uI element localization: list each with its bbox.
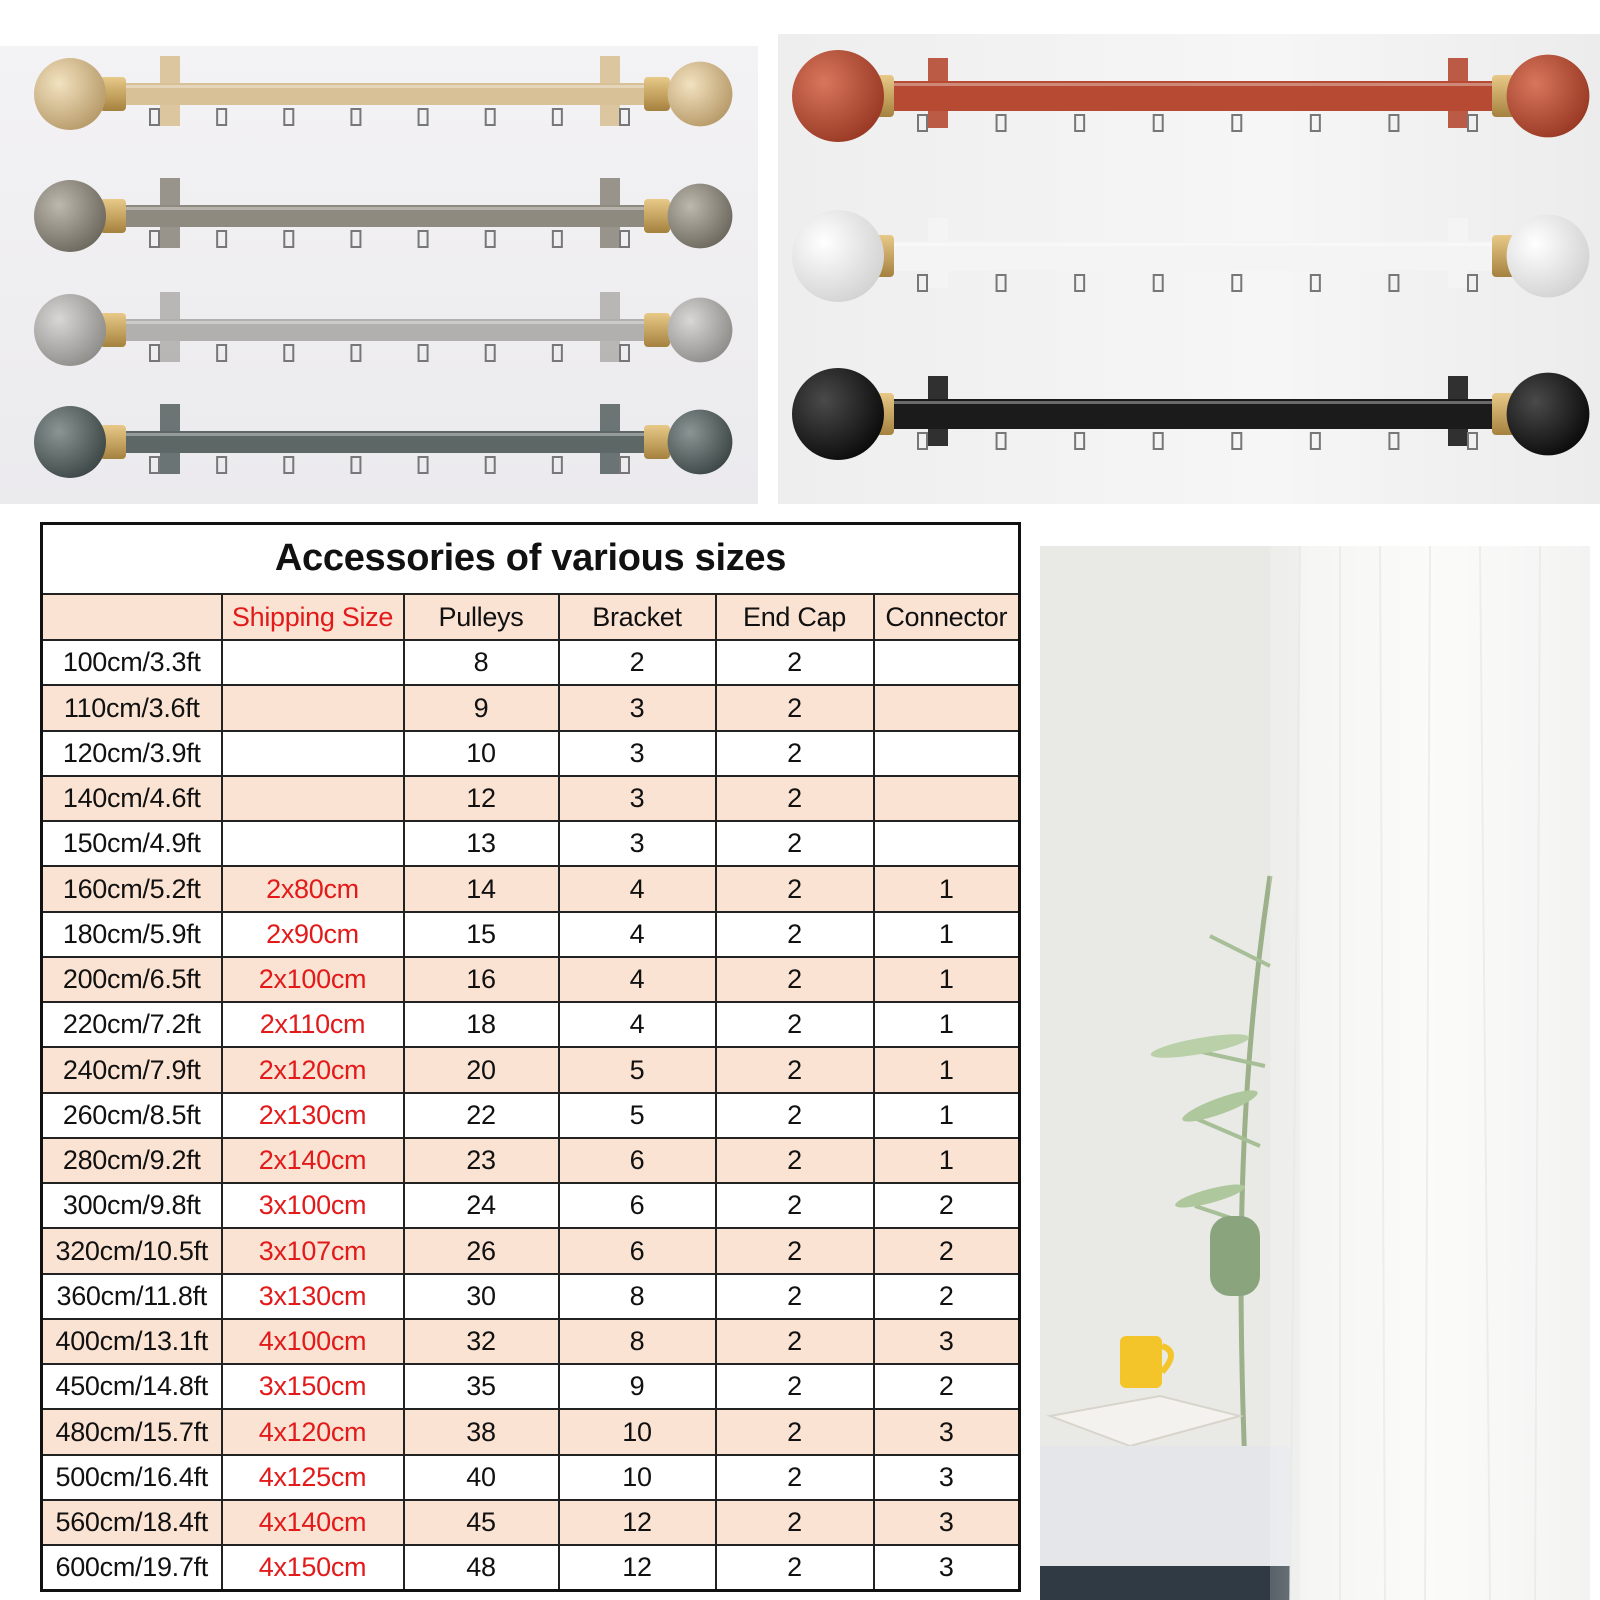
rod-silver [34, 292, 732, 366]
end-cap-cell: 2 [716, 776, 874, 821]
connector-cell: 1 [874, 1093, 1020, 1138]
size-table [40, 522, 1021, 1592]
rod-white [792, 210, 1589, 302]
length-cell: 140cm/4.6ft [42, 776, 222, 821]
connector-cell: 3 [874, 1500, 1020, 1545]
table-row [42, 776, 1020, 821]
end-cap-cell: 2 [716, 1002, 874, 1047]
table-title-row [42, 524, 1020, 594]
bracket-cell: 6 [559, 1138, 716, 1183]
pulleys-cell: 9 [404, 685, 559, 730]
table-row [42, 1228, 1020, 1273]
end-cap-cell: 2 [716, 685, 874, 730]
length-cell: 220cm/7.2ft [42, 1002, 222, 1047]
shipping-size-cell [222, 640, 404, 685]
pulleys-cell: 22 [404, 1093, 559, 1138]
shipping-size-cell: 4x120cm [222, 1409, 404, 1454]
end-cap-cell: 2 [716, 1138, 874, 1183]
pulleys-cell: 32 [404, 1319, 559, 1364]
shipping-size-cell [222, 821, 404, 866]
length-cell: 110cm/3.6ft [42, 685, 222, 730]
connector-cell [874, 731, 1020, 776]
connector-cell: 1 [874, 912, 1020, 957]
length-cell: 240cm/7.9ft [42, 1047, 222, 1092]
connector-cell [874, 685, 1020, 730]
connector-cell: 3 [874, 1455, 1020, 1500]
pulleys-cell: 24 [404, 1183, 559, 1228]
header-end-cap: End Cap [716, 594, 874, 640]
shipping-size-cell: 2x80cm [222, 866, 404, 911]
rods-image-right [778, 34, 1600, 504]
length-cell: 400cm/13.1ft [42, 1319, 222, 1364]
connector-cell [874, 640, 1020, 685]
table-row [42, 1183, 1020, 1228]
length-cell: 300cm/9.8ft [42, 1183, 222, 1228]
end-cap-cell: 2 [716, 1364, 874, 1409]
connector-cell: 3 [874, 1319, 1020, 1364]
table-row [42, 1093, 1020, 1138]
connector-cell [874, 821, 1020, 866]
connector-cell: 2 [874, 1228, 1020, 1273]
end-cap-cell: 2 [716, 957, 874, 1002]
length-cell: 280cm/9.2ft [42, 1138, 222, 1183]
header-pulleys: Pulleys [404, 594, 559, 640]
pulleys-cell: 23 [404, 1138, 559, 1183]
header-connector: Connector [874, 594, 1020, 640]
table-row [42, 1319, 1020, 1364]
bracket-cell: 4 [559, 957, 716, 1002]
shipping-size-cell: 3x150cm [222, 1364, 404, 1409]
shipping-size-cell: 4x100cm [222, 1319, 404, 1364]
pulleys-cell: 45 [404, 1500, 559, 1545]
table-row [42, 912, 1020, 957]
shipping-size-cell: 2x120cm [222, 1047, 404, 1092]
length-cell: 150cm/4.9ft [42, 821, 222, 866]
bracket-cell: 4 [559, 1002, 716, 1047]
header-bracket: Bracket [559, 594, 716, 640]
end-cap-cell: 2 [716, 731, 874, 776]
shipping-size-cell: 4x140cm [222, 1500, 404, 1545]
bracket-cell: 3 [559, 731, 716, 776]
table-row [42, 1500, 1020, 1545]
shipping-size-cell: 2x110cm [222, 1002, 404, 1047]
bracket-cell: 4 [559, 912, 716, 957]
length-cell: 360cm/11.8ft [42, 1274, 222, 1319]
length-cell: 180cm/5.9ft [42, 912, 222, 957]
curtain-scene [1040, 546, 1590, 1600]
bracket-cell: 9 [559, 1364, 716, 1409]
shipping-size-cell: 2x90cm [222, 912, 404, 957]
end-cap-cell: 2 [716, 1093, 874, 1138]
connector-cell: 1 [874, 1002, 1020, 1047]
end-cap-cell: 2 [716, 1545, 874, 1590]
shipping-size-cell [222, 776, 404, 821]
end-cap-cell: 2 [716, 912, 874, 957]
bracket-cell: 6 [559, 1183, 716, 1228]
table-row [42, 731, 1020, 776]
table-row [42, 821, 1020, 866]
table-row [42, 1274, 1020, 1319]
pulleys-cell: 13 [404, 821, 559, 866]
shipping-size-cell: 3x107cm [222, 1228, 404, 1273]
table-row [42, 640, 1020, 685]
shipping-size-cell: 2x100cm [222, 957, 404, 1002]
pulleys-cell: 14 [404, 866, 559, 911]
bracket-cell: 3 [559, 776, 716, 821]
bracket-cell: 6 [559, 1228, 716, 1273]
shipping-size-cell: 2x140cm [222, 1138, 404, 1183]
pulleys-cell: 10 [404, 731, 559, 776]
end-cap-cell: 2 [716, 1047, 874, 1092]
connector-cell [874, 776, 1020, 821]
shipping-size-cell: 3x130cm [222, 1274, 404, 1319]
shipping-size-cell [222, 685, 404, 730]
pulleys-cell: 38 [404, 1409, 559, 1454]
size-table-container [40, 522, 1018, 1592]
connector-cell: 1 [874, 866, 1020, 911]
bracket-cell: 10 [559, 1455, 716, 1500]
pulleys-cell: 48 [404, 1545, 559, 1590]
connector-cell: 1 [874, 957, 1020, 1002]
pulleys-cell: 15 [404, 912, 559, 957]
length-cell: 500cm/16.4ft [42, 1455, 222, 1500]
pulleys-cell: 35 [404, 1364, 559, 1409]
shipping-size-cell: 4x150cm [222, 1545, 404, 1590]
rods-image-left [0, 46, 758, 504]
length-cell: 160cm/5.2ft [42, 866, 222, 911]
end-cap-cell: 2 [716, 866, 874, 911]
end-cap-cell: 2 [716, 1228, 874, 1273]
bracket-cell: 8 [559, 1319, 716, 1364]
length-cell: 450cm/14.8ft [42, 1364, 222, 1409]
end-cap-cell: 2 [716, 1500, 874, 1545]
rod-black [792, 368, 1589, 460]
connector-cell: 1 [874, 1138, 1020, 1183]
header-shipping-size: Shipping Size [222, 594, 404, 640]
length-cell: 600cm/19.7ft [42, 1545, 222, 1590]
table-row [42, 1455, 1020, 1500]
bracket-cell: 5 [559, 1093, 716, 1138]
window-seat [1040, 1446, 1290, 1566]
rod-grey-green [34, 404, 732, 478]
shipping-size-cell [222, 731, 404, 776]
pulleys-cell: 30 [404, 1274, 559, 1319]
table-title: Accessories of various sizes [42, 524, 1020, 594]
pulleys-cell: 26 [404, 1228, 559, 1273]
table-row [42, 1364, 1020, 1409]
connector-cell: 2 [874, 1183, 1020, 1228]
bracket-cell: 2 [559, 640, 716, 685]
bracket-cell: 3 [559, 821, 716, 866]
bracket-cell: 8 [559, 1274, 716, 1319]
rod-terracotta [792, 50, 1589, 142]
end-cap-cell: 2 [716, 640, 874, 685]
length-cell: 260cm/8.5ft [42, 1093, 222, 1138]
bracket-cell: 3 [559, 685, 716, 730]
connector-cell: 3 [874, 1409, 1020, 1454]
table-row [42, 1138, 1020, 1183]
table-row [42, 1545, 1020, 1590]
length-cell: 560cm/18.4ft [42, 1500, 222, 1545]
end-cap-cell: 2 [716, 1183, 874, 1228]
pulleys-cell: 40 [404, 1455, 559, 1500]
connector-cell: 2 [874, 1364, 1020, 1409]
header-length [42, 594, 222, 640]
bracket-cell: 4 [559, 866, 716, 911]
connector-cell: 2 [874, 1274, 1020, 1319]
rod-gold [34, 56, 732, 130]
pulleys-cell: 18 [404, 1002, 559, 1047]
pulleys-cell: 16 [404, 957, 559, 1002]
table-row [42, 685, 1020, 730]
pulleys-cell: 12 [404, 776, 559, 821]
length-cell: 200cm/6.5ft [42, 957, 222, 1002]
shipping-size-cell: 4x125cm [222, 1455, 404, 1500]
table-row [42, 1409, 1020, 1454]
length-cell: 480cm/15.7ft [42, 1409, 222, 1454]
end-cap-cell: 2 [716, 1455, 874, 1500]
length-cell: 100cm/3.3ft [42, 640, 222, 685]
length-cell: 120cm/3.9ft [42, 731, 222, 776]
length-cell: 320cm/10.5ft [42, 1228, 222, 1273]
table-header-row [42, 594, 1020, 640]
pulleys-cell: 8 [404, 640, 559, 685]
connector-cell: 1 [874, 1047, 1020, 1092]
shipping-size-cell: 2x130cm [222, 1093, 404, 1138]
end-cap-cell: 2 [716, 1319, 874, 1364]
rods-illustration-left [0, 46, 758, 504]
pulleys-cell: 20 [404, 1047, 559, 1092]
rod-taupe [34, 178, 732, 252]
table-row [42, 1047, 1020, 1092]
end-cap-cell: 2 [716, 821, 874, 866]
shipping-size-cell: 3x100cm [222, 1183, 404, 1228]
table-row [42, 1002, 1020, 1047]
bracket-cell: 5 [559, 1047, 716, 1092]
end-cap-cell: 2 [716, 1274, 874, 1319]
bracket-cell: 12 [559, 1500, 716, 1545]
bracket-cell: 12 [559, 1545, 716, 1590]
end-cap-cell: 2 [716, 1409, 874, 1454]
rods-illustration-right [778, 34, 1600, 504]
room-photo [1040, 546, 1590, 1600]
bracket-cell: 10 [559, 1409, 716, 1454]
connector-cell: 3 [874, 1545, 1020, 1590]
table-row [42, 866, 1020, 911]
table-row [42, 957, 1020, 1002]
